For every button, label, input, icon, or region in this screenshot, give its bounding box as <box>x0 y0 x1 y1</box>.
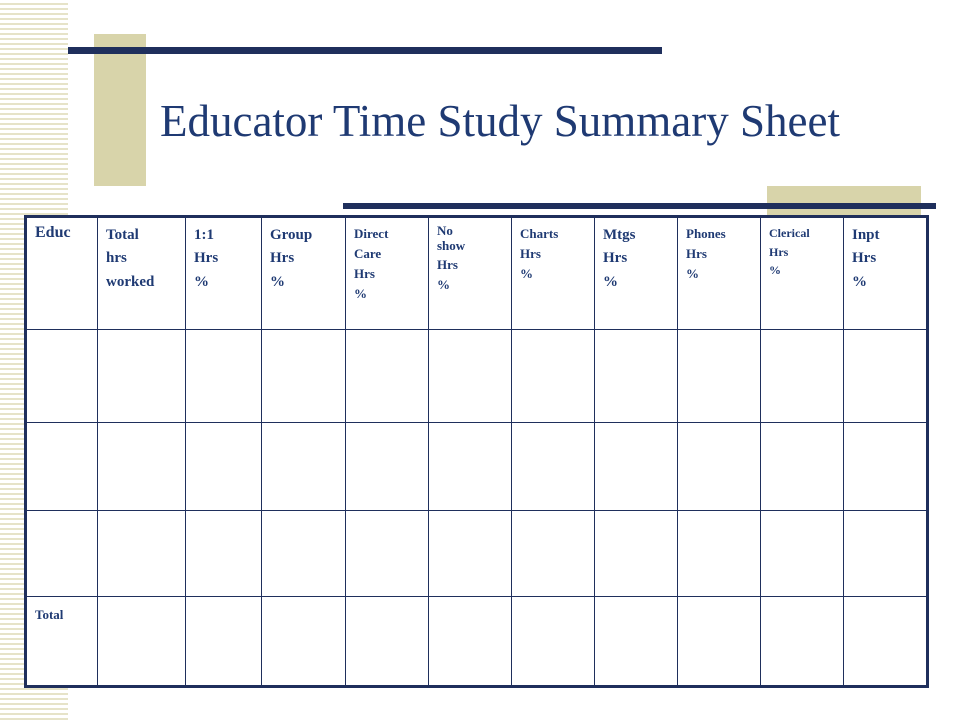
header-educ: Educ <box>26 217 98 330</box>
table-cell[interactable] <box>844 423 928 511</box>
table-cell[interactable] <box>844 597 928 687</box>
table-cell[interactable] <box>186 511 262 597</box>
header-no-show: No show Hrs % <box>429 217 512 330</box>
table-cell[interactable] <box>26 511 98 597</box>
table-row <box>26 511 928 597</box>
table-cell[interactable] <box>429 330 512 423</box>
table-cell[interactable] <box>761 330 844 423</box>
header-clerical: Clerical Hrs % <box>761 217 844 330</box>
table-cell[interactable] <box>429 511 512 597</box>
table-cell[interactable] <box>346 330 429 423</box>
table-header-row <box>26 217 928 330</box>
table-cell[interactable] <box>512 511 595 597</box>
top-accent-line <box>68 47 662 54</box>
header-direct-care: Direct Care Hrs % <box>346 217 429 330</box>
header-phones: Phones Hrs % <box>678 217 761 330</box>
mid-accent-line <box>343 203 936 209</box>
header-mtgs: Mtgs Hrs % <box>595 217 678 330</box>
table-cell[interactable] <box>262 330 346 423</box>
table-row <box>26 330 928 423</box>
header-total-hrs-worked: Total hrs worked <box>98 217 186 330</box>
summary-table <box>24 215 929 688</box>
accent-block-left <box>94 34 146 186</box>
header-one-on-one: 1:1 Hrs % <box>186 217 262 330</box>
table-cell[interactable] <box>844 511 928 597</box>
table-cell[interactable] <box>346 597 429 687</box>
table-cell[interactable] <box>429 597 512 687</box>
table-cell[interactable] <box>262 423 346 511</box>
total-label: Total <box>26 597 98 687</box>
table-cell[interactable] <box>512 423 595 511</box>
table-cell[interactable] <box>26 330 98 423</box>
table-cell[interactable] <box>262 511 346 597</box>
table-cell[interactable] <box>346 423 429 511</box>
table-cell[interactable] <box>844 330 928 423</box>
table-row <box>26 423 928 511</box>
header-inpt: Inpt Hrs % <box>844 217 928 330</box>
table-cell[interactable] <box>346 511 429 597</box>
table-cell[interactable] <box>595 423 678 511</box>
table-cell[interactable] <box>595 597 678 687</box>
table-total-row <box>26 597 928 687</box>
table-cell[interactable] <box>429 423 512 511</box>
header-group: Group Hrs % <box>262 217 346 330</box>
table-cell[interactable] <box>98 330 186 423</box>
table-cell[interactable] <box>761 511 844 597</box>
table-cell[interactable] <box>595 511 678 597</box>
table-cell[interactable] <box>512 330 595 423</box>
table-cell[interactable] <box>186 330 262 423</box>
table-cell[interactable] <box>512 597 595 687</box>
table-cell[interactable] <box>761 423 844 511</box>
table-cell[interactable] <box>678 597 761 687</box>
table-cell[interactable] <box>262 597 346 687</box>
slide-title: Educator Time Study Summary Sheet <box>160 96 840 146</box>
table-cell[interactable] <box>678 511 761 597</box>
table-cell[interactable] <box>98 423 186 511</box>
table-cell[interactable] <box>98 511 186 597</box>
table-cell[interactable] <box>595 330 678 423</box>
header-charts: Charts Hrs % <box>512 217 595 330</box>
table-cell[interactable] <box>186 597 262 687</box>
table-cell[interactable] <box>678 423 761 511</box>
table-cell[interactable] <box>761 597 844 687</box>
table-cell[interactable] <box>98 597 186 687</box>
table-cell[interactable] <box>678 330 761 423</box>
table-cell[interactable] <box>186 423 262 511</box>
table-cell[interactable] <box>26 423 98 511</box>
